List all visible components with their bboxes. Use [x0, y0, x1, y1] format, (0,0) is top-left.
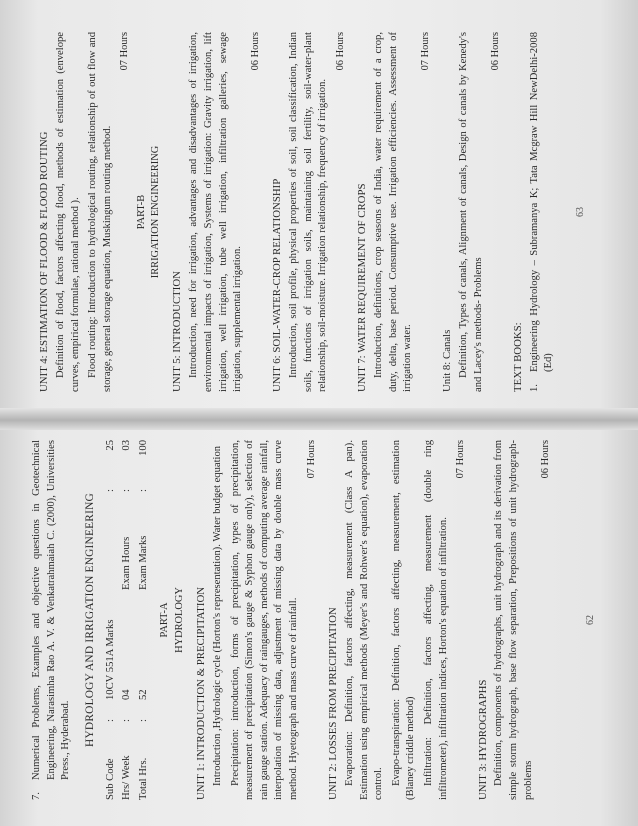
unit-1-paragraph: Introduction ,Hydrologic cycle (Horton's representation). Water budget equation: [212, 445, 223, 786]
part-label: PART-A: [159, 602, 171, 638]
page-63: [12, 10, 602, 414]
meta-colon: :: [121, 489, 133, 492]
meta-row: [136, 440, 153, 800]
page-number: 63: [575, 207, 586, 217]
meta-colon: :: [137, 489, 149, 492]
unit-1-hours: 07 Hours: [305, 440, 317, 479]
unit-8-heading: Unit 8: Canals: [441, 329, 454, 392]
unit-8-hours: 06 Hours: [490, 32, 502, 71]
unit-2-heading: UNIT 2: LOSSES FROM PRECIPITATION: [327, 607, 340, 800]
unit-6-paragraph: Introduction, soil profile, physical properties of soil, soil classification, Indian soils, functions of irrigation soils, maintaining soil fertility, soil-water-plant relationship, soil-moisture. Irrigation relationship, frequency of irrigation.: [287, 32, 329, 392]
unit-8-paragraph: Definition, Types of canals, Alignment of canals, Design of canals by Kenedy's and Lacey's methods- Problems: [458, 32, 484, 392]
unit-5-paragraph: Introduction, need for irrigation, advantages and disadvantages of irrigation, environmental impacts of irrigation, Systems of irrigation: Gravity irrigation, lift irrigation, well irrigation, tube well irrigation, infiltration galleries, sewage irrigation, supplemental irrigation.: [188, 32, 244, 392]
meta-colon: :: [137, 719, 149, 722]
unit-1-heading: UNIT 1: INTRODUCTION & PRECIPITATION: [195, 586, 208, 800]
unit-4-hours: 07 Hours: [119, 32, 131, 71]
page-62: [12, 418, 602, 822]
meta-colon: :: [121, 719, 133, 722]
textbook-number: 1.: [528, 384, 540, 392]
unit-6-hours: 06 Hours: [334, 32, 346, 71]
meta-label: [103, 492, 120, 590]
page-number: 62: [585, 615, 596, 625]
part-subject: IRRIGATION ENGINEERING: [150, 145, 162, 279]
textbook-item: [528, 32, 560, 392]
course-title: HYDROLOGY AND IRRIGATION ENGINEERING: [83, 493, 96, 747]
unit-6-heading: UNIT 6: SOIL-WATER-CROP RELATIONSHIP: [271, 178, 284, 392]
unit-2-paragraph: Evaporation: Definition, factors affecting, measurement (Class A pan). Estimation using empirical methods (Meyer's and Rohwer's equation), evaporation control.: [343, 440, 385, 800]
meta-label: Total Hrs.: [137, 757, 149, 800]
part-subject: HYDROLOGY: [173, 587, 185, 653]
unit-2-paragraph: Evapo-transpiration: Definition, factors affecting, measurement, estimation (Blaney criddle method): [390, 440, 417, 800]
meta-row: [119, 440, 136, 800]
unit-7-paragraph: Introduction, definitions, crop seasons of India, water requirement of a crop, duty, delta, base period. Consumptive use. Irrigation efficiencies. Assessment of irrigation water.: [373, 32, 414, 392]
unit-3-hours: 06 Hours: [540, 440, 552, 479]
meta-value: 03: [121, 440, 133, 451]
reference-text: Numerical Problems, Examples and objective questions in Geotechnical Engineering, Narasimha Rao A. V. & Venkatrahmaiah C. (2000), Universities Press., Hyderabad.: [31, 440, 72, 780]
unit-7-hours: 07 Hours: [419, 32, 431, 71]
meta-colon: :: [104, 489, 116, 492]
textbooks-heading: TEXT BOOKS:: [511, 322, 524, 392]
meta-value: 25: [104, 440, 116, 451]
part-label: PART-B: [135, 194, 147, 230]
meta-value: 52: [137, 689, 149, 700]
unit-3-heading: UNIT 3: HYDROGRAPHS: [476, 679, 489, 800]
course-meta-table: [103, 440, 153, 800]
unit-5-hours: 06 Hours: [249, 32, 261, 71]
meta-row: [103, 440, 120, 800]
unit-4-paragraph: Definition of flood, factors affecting flood, methods of estimation (envelope curves, empirical formulae, rational method ).: [54, 32, 81, 392]
textbook-text: Engineering Hydrology – Subramanya K; Tata Mcgraw Hill NewDelhi-2008 (Ed): [528, 32, 555, 372]
reference-item: [30, 440, 77, 800]
meta-value: 100: [137, 440, 149, 456]
unit-1-paragraph: Precipitation: introduction, forms of precipitation, types of precipitation, measurement of precipitation (Simon's gauge & Syphon gauge only), selection of rain gauge station. Adequacy of raingauges, methods of computing average rainfall, interpolation of missing data, adjustment of missing data by double mass curve method. Hyetograph and mass curve of rainfall.: [229, 440, 300, 800]
unit-4-paragraph: Flood routing: Introduction to hydrological routing, relationship of out flow and storage, general storage equation, Muskingum routing method.: [87, 32, 113, 392]
unit-2-hours: 07 Hours: [455, 440, 467, 479]
unit-7-heading: UNIT 7: WATER REQUIREMENT OF CROPS: [356, 183, 369, 392]
meta-label: Hrs/ Week: [121, 755, 133, 800]
unit-2-paragraph: Infiltration: Definition, factors affecting, measurement (double ring infiltrometer), infiltration indices, Horton's equation of infiltration.: [422, 440, 449, 800]
unit-5-heading: UNIT 5: INTRODUCTION: [171, 271, 184, 392]
meta-label: Sub Code: [104, 758, 116, 800]
meta-colon: :: [104, 719, 116, 722]
meta-value: 10CV 551A Marks: [104, 619, 116, 700]
meta-value: 04: [121, 689, 133, 700]
meta-label: Exam Hours: [121, 536, 133, 590]
reference-number: 7.: [31, 792, 42, 800]
unit-4-heading: UNIT 4: ESTIMATION OF FLOOD & FLOOD ROUTING: [38, 131, 50, 392]
meta-label: Exam Marks: [137, 535, 149, 590]
unit-3-paragraph: Definition, components of hydrographs, unit hydrograph and its derivation from simple storm hydrograph, base flow separation, Prepositions of unit hydrograph- problems: [493, 440, 534, 800]
